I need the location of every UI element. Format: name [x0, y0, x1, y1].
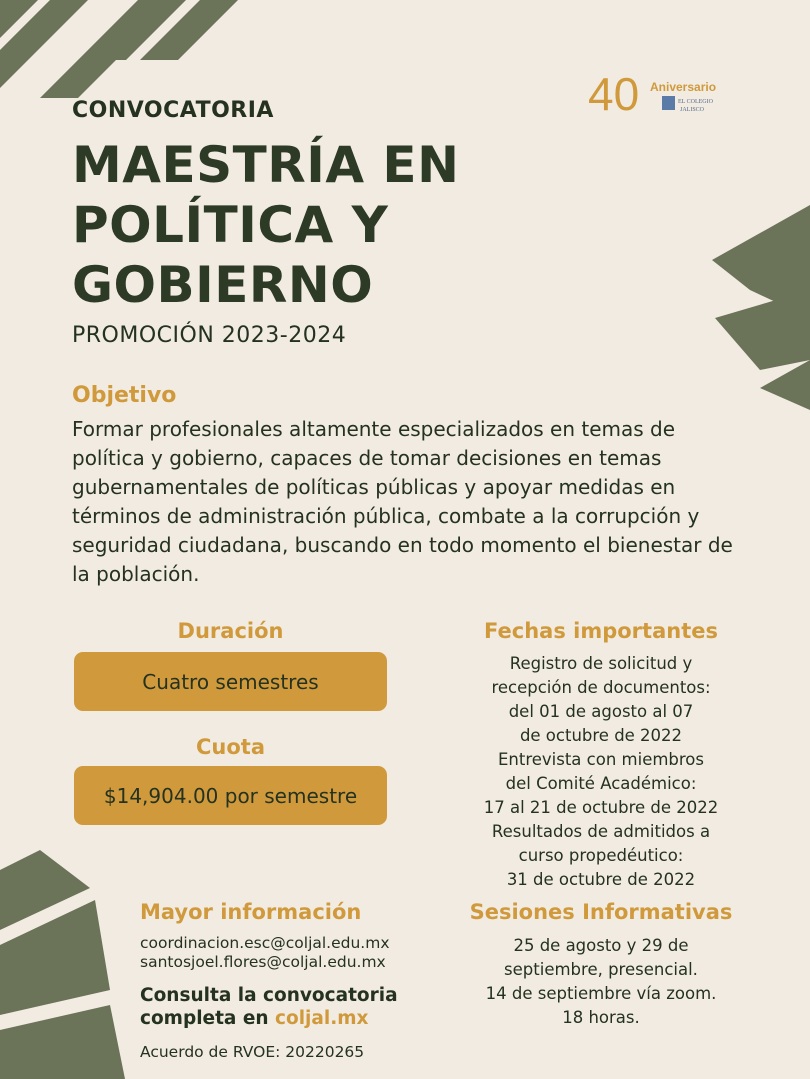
- hexagon-shard: [715, 290, 810, 370]
- logo-aniversario: Aniversario: [650, 80, 717, 94]
- dates-list: [460, 652, 742, 892]
- sessions-line: 14 de septiembre vía zoom.: [485, 984, 717, 1003]
- logo-emblem-icon: [662, 96, 675, 110]
- consulta-line2: [140, 1007, 398, 1030]
- dates-line: del 01 de agosto al 07: [508, 702, 694, 721]
- sessions-list: [460, 934, 742, 1030]
- rvoe-label: Acuerdo de RVOE: 20220265: [140, 1043, 365, 1061]
- anniversary-logo: [588, 66, 728, 118]
- sessions-line: 25 de agosto y 29 de: [513, 936, 689, 955]
- dates-line: 31 de octubre de 2022: [506, 870, 696, 889]
- hexagon-shard: [0, 1005, 125, 1079]
- dates-line: del Comité Académico:: [505, 774, 697, 793]
- email-link[interactable]: santosjoel.flores@coljal.edu.mx: [140, 953, 386, 971]
- website-link[interactable]: coljal.mx: [275, 1008, 369, 1029]
- dates-line: Entrevista con miembros: [497, 750, 705, 769]
- duration-pill: [74, 652, 387, 711]
- sessions-heading: Sesiones Informativas: [469, 900, 733, 924]
- logo-number: 40: [588, 68, 640, 118]
- email-link[interactable]: coordinacion.esc@coljal.edu.mx: [140, 934, 390, 952]
- objective-text: Formar profesionales altamente especializados en temas de política y gobierno, capaces de tomar decisiones en temas gubernamentales de políticas públicas y apoyar medidas en términos de administración pública, combate a la corrupción y seguridad ciudadana, buscando en todo momento el bienestar de la población.: [72, 417, 733, 586]
- logo-institution-2: JALISCO: [680, 107, 705, 113]
- objective-heading: Objetivo: [72, 383, 177, 408]
- title-line: MAESTRÍA EN: [72, 136, 460, 194]
- dates-line: 17 al 21 de octubre de 2022: [483, 798, 719, 817]
- emails: [140, 934, 390, 972]
- fee-value: $14,904.00 por semestre: [103, 783, 358, 808]
- title-line: GOBIERNO: [72, 256, 374, 314]
- fee-pill: [74, 766, 387, 825]
- page-title: [72, 135, 459, 315]
- dates-line: curso propedéutico:: [518, 846, 684, 865]
- dates-line: recepción de documentos:: [491, 678, 711, 697]
- consulta-prefix: completa en: [140, 1008, 276, 1029]
- dates-line: Registro de solicitud y: [509, 654, 693, 673]
- consulta-line1: Consulta la convocatoria: [140, 985, 398, 1006]
- sessions-line: 18 horas.: [562, 1008, 640, 1027]
- dates-line: de octubre de 2022: [519, 726, 683, 745]
- duration-value: Cuatro semestres: [142, 669, 319, 694]
- promotion-label: PROMOCIÓN 2023-2024: [72, 323, 347, 348]
- duration-heading: Duración: [177, 619, 284, 643]
- dates-heading: Fechas importantes: [484, 619, 718, 643]
- fee-heading: Cuota: [196, 735, 265, 759]
- consulta-text: [140, 984, 398, 1030]
- dates-line: Resultados de admitidos a: [491, 822, 711, 841]
- title-line: POLÍTICA Y: [72, 196, 389, 254]
- convocatoria-label: CONVOCATORIA: [72, 98, 274, 123]
- sessions-line: septiembre, presencial.: [504, 960, 698, 979]
- info-heading: Mayor información: [140, 900, 362, 924]
- logo-graphic: [588, 66, 728, 118]
- logo-institution-1: EL COLEGIO: [678, 99, 713, 105]
